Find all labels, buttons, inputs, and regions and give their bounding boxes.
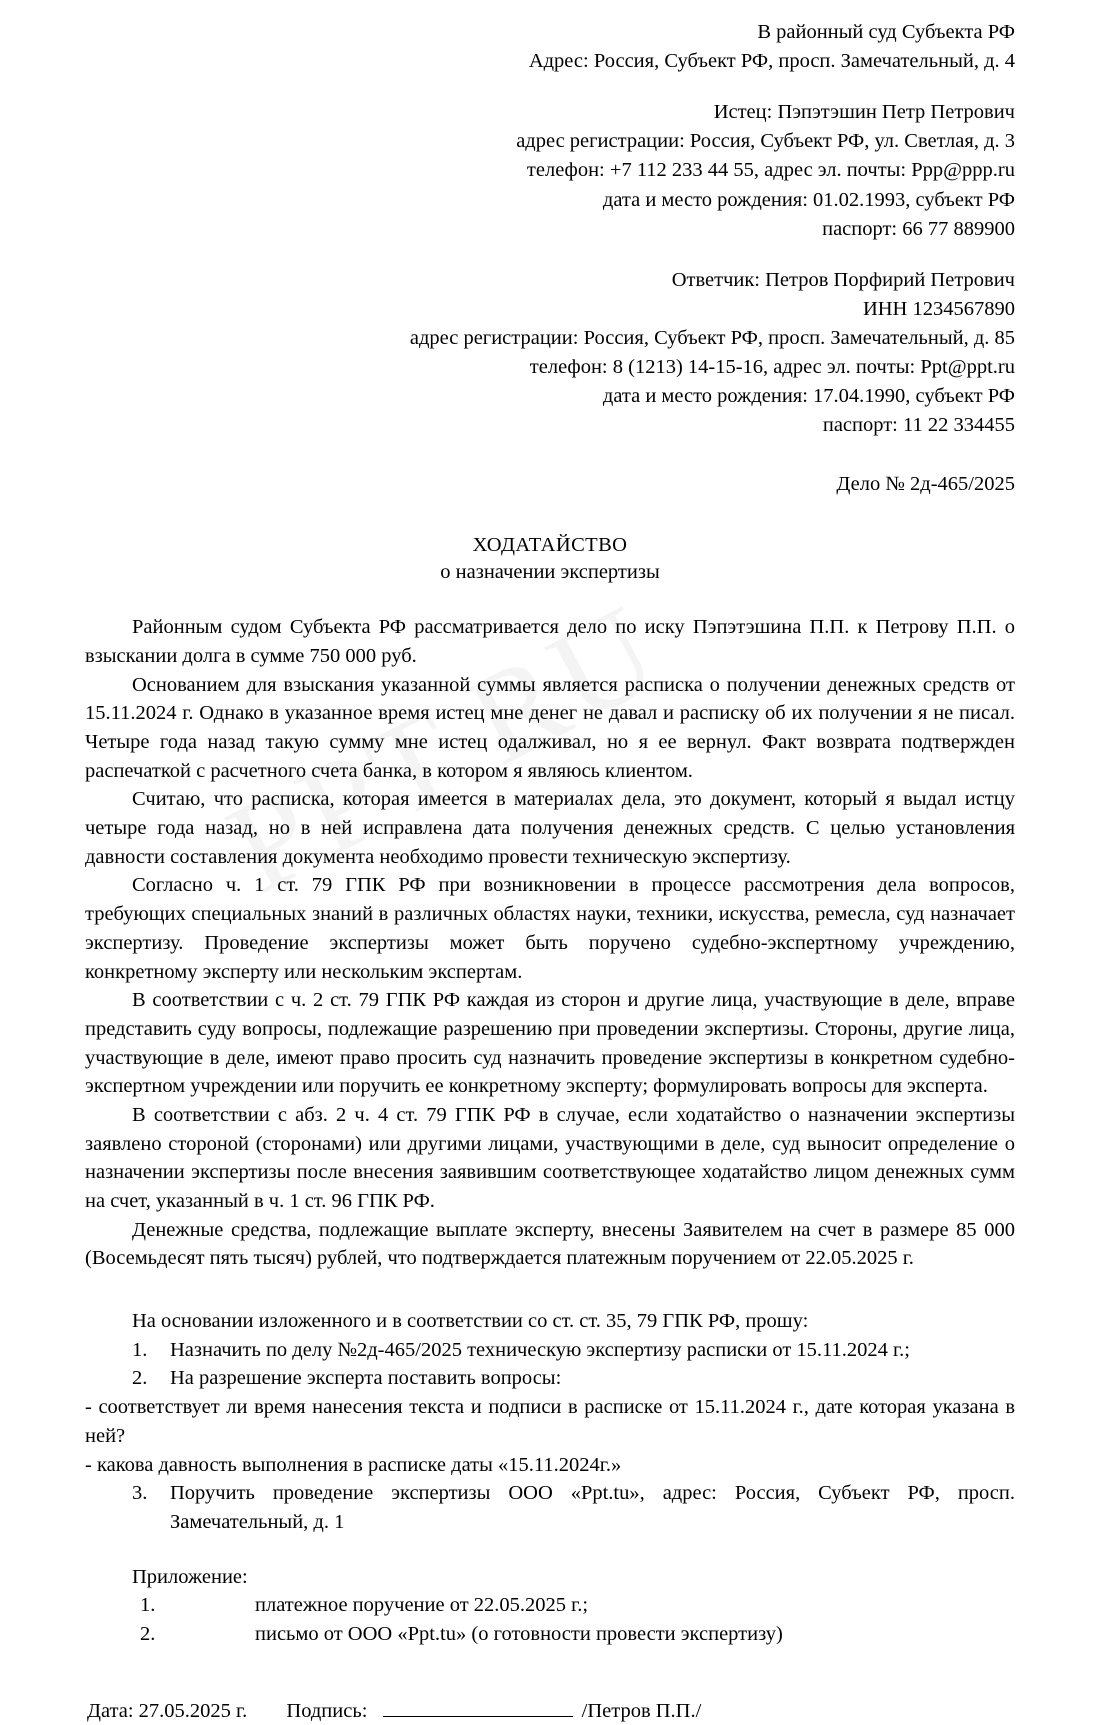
- respondent-inn: ИНН 1234567890: [862, 297, 1015, 320]
- signature-date: Дата: 27.05.2025 г.: [87, 1699, 248, 1722]
- request-item-2: [85, 1364, 1015, 1393]
- page-subtitle: о назначении экспертизы: [440, 561, 660, 584]
- spacer: [85, 1537, 1015, 1563]
- request-item-1-text: Назначить по делу №2д-465/2025 техническую экспертизу расписки от 15.11.2024 г.;: [170, 1338, 910, 1361]
- signature-line: [383, 1698, 573, 1716]
- spacer: [85, 76, 1015, 98]
- title-block: [85, 532, 1015, 588]
- request-item-3-text: Поручить проведение экспертизы ООО «Ppt.tu», адрес: Россия, Субъект РФ, просп. Замечательный, д. 1: [170, 1482, 1015, 1533]
- attachment-item-2: [85, 1620, 1015, 1649]
- attachments-heading: Приложение:: [132, 1565, 248, 1588]
- request-item-3: [85, 1479, 1015, 1536]
- request-item-3-marker: 3.: [132, 1482, 148, 1505]
- plaintiff-name: Истец: Пэпэтэшин Петр Петрович: [713, 101, 1015, 124]
- respondent-address: адрес регистрации: Россия, Субъект РФ, просп. Замечательный, д. 85: [409, 326, 1015, 349]
- plaintiff-address: адрес регистрации: Россия, Субъект РФ, ул. Светлая, д. 3: [516, 130, 1015, 153]
- request-intro: На основании изложенного и в соответствии со ст. ст. 35, 79 ГПК РФ, прошу:: [132, 1310, 809, 1333]
- plaintiff-birth: дата и место рождения: 01.02.1993, субъект РФ: [602, 188, 1015, 211]
- request-item-2-text: На разрешение эксперта поставить вопросы:: [170, 1367, 562, 1390]
- respondent-block: [85, 266, 1015, 441]
- plaintiff-passport: паспорт: 66 77 889900: [822, 217, 1015, 240]
- attachment-item-2-text: письмо от ООО «Ppt.tu» (о готовности провести экспертизу): [255, 1622, 783, 1645]
- attachment-item-1-text: платежное поручение от 22.05.2025 г.;: [255, 1594, 589, 1617]
- attachment-item-1: [85, 1591, 1015, 1620]
- respondent-passport: паспорт: 11 22 334455: [822, 414, 1015, 437]
- spacer: [85, 1273, 1015, 1307]
- paragraph-3: Считаю, что расписка, которая имеется в материалах дела, это документ, который я выдал истцу четыре года назад, но в ней исправлена дата получения денежных средств. С целью установления давности составления документа необходимо провести техническую экспертизу.: [85, 788, 1015, 868]
- court-name: В районный суд Субъекта РФ: [757, 21, 1015, 43]
- paragraph-5: В соответствии с ч. 2 ст. 79 ГПК РФ каждая из сторон и другие лица, участвующие в деле, вправе представить суду вопросы, подлежащие разрешению при проведении экспертизы. Стороны, другие лица, участвующие в деле, имеют право просить суд назначить проведение экспертизы в конкретном судебно-экспертном учреждении или поручить ее конкретному эксперту; формулировать вопросы для эксперта.: [85, 989, 1015, 1098]
- paragraph-7: Денежные средства, подлежащие выплате эксперту, внесены Заявителем на счет в размере 85 000 (Восемьдесят пять тысяч) рублей, что подтверждается платежным поручением от 22.05.2025 г.: [85, 1218, 1015, 1270]
- attachment-item-1-marker: 1.: [140, 1594, 156, 1617]
- spacer: [85, 244, 1015, 266]
- court-addressee-block: [85, 18, 1015, 76]
- expert-question-1: - соответствует ли время нанесения текста и подписи в расписке от 15.11.2024 г., дате которая указана в ней?: [85, 1396, 1015, 1447]
- signature-row: [85, 1697, 1015, 1725]
- paragraph-1: Районным судом Субъекта РФ рассматривается дело по иску Пэпэтэшина П.П. к Петрову П.П. о взыскании долга в сумме 750 000 руб.: [85, 616, 1015, 667]
- respondent-name: Ответчик: Петров Порфирий Петрович: [671, 268, 1015, 291]
- respondent-birth: дата и место рождения: 17.04.1990, субъект РФ: [602, 385, 1015, 408]
- signature-label: Подпись:: [286, 1699, 368, 1722]
- plaintiff-block: [85, 98, 1015, 244]
- plaintiff-contacts: телефон: +7 112 233 44 55, адрес эл. почты: Ppp@ppp.ru: [526, 159, 1015, 182]
- respondent-contacts: телефон: 8 (1213) 14-15-16, адрес эл. почты: Ppt@ppt.ru: [529, 356, 1015, 379]
- page-title: ХОДАТАЙСТВО: [472, 533, 628, 556]
- expert-question-2: - какова давность выполнения в расписке даты «15.11.2024г.»: [85, 1453, 622, 1476]
- request-item-1: [85, 1336, 1015, 1365]
- attachment-item-2-marker: 2.: [140, 1622, 156, 1645]
- paragraph-4: Согласно ч. 1 ст. 79 ГПК РФ при возникновении в процессе рассмотрения дела вопросов, требующих специальных знаний в различных областях науки, техники, искусства, ремесла, суд назначает экспертизу. Проведение экспертизы может быть поручено судебно-экспертному учреждению, конкретному эксперту или нескольким экспертам.: [85, 874, 1015, 983]
- paragraph-2: Основанием для взыскания указанной суммы является расписка о получении денежных средств от 15.11.2024 г. Однако в указанное время истец мне денег не давал и расписку об их получении я не писал. Четыре года назад такую сумму мне истец одалживал, но я ее вернул. Факт возврата подтвержден распечаткой с расчетного счета банка, в котором я являюсь клиентом.: [85, 673, 1015, 782]
- court-address: Адрес: Россия, Субъект РФ, просп. Замечательный, д. 4: [528, 50, 1015, 73]
- attachments-list: [85, 1591, 1015, 1648]
- request-list: [85, 1336, 1015, 1393]
- paragraph-6: В соответствии с абз. 2 ч. 4 ст. 79 ГПК РФ в случае, если ходатайство о назначении экспертизы заявлено стороной (сторонами) или другими лицами, участвующими в деле, суд выносит определение о назначении экспертизы после внесения заявившим соответствующее ходатайство лицом денежных сумм на счет, указанный в ч. 1 ст. 96 ГПК РФ.: [85, 1103, 1015, 1213]
- signature-name: /Петров П.П./: [581, 1699, 702, 1722]
- request-item-1-marker: 1.: [132, 1338, 148, 1361]
- request-list-continued: [85, 1479, 1015, 1536]
- case-number: Дело № 2д-465/2025: [836, 473, 1015, 496]
- body-paragraphs: [85, 613, 1015, 1273]
- request-item-2-marker: 2.: [132, 1367, 148, 1390]
